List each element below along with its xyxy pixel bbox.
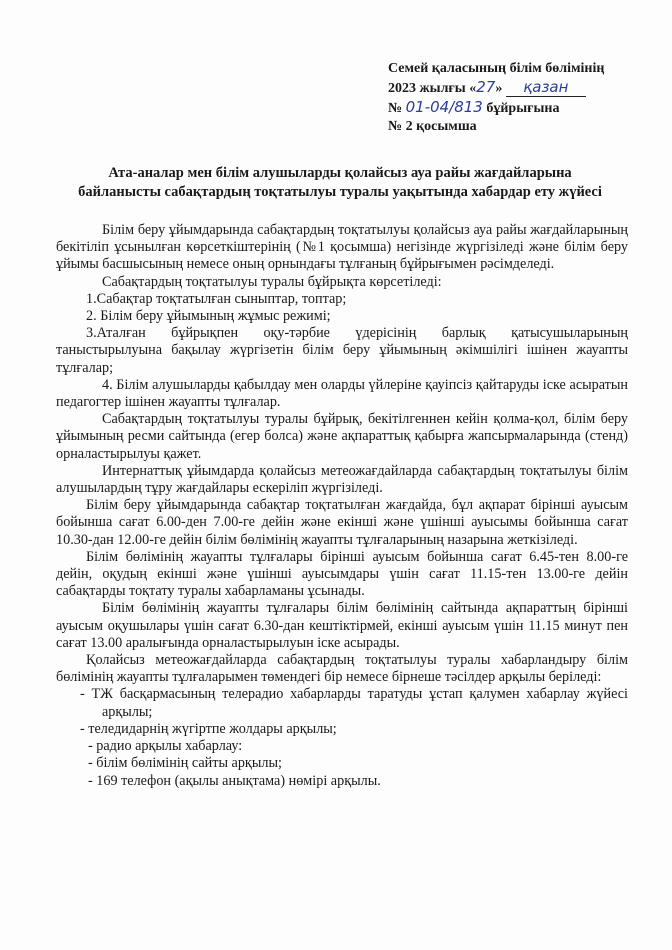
header-year: 2023 жылғы « (388, 81, 477, 96)
document-body (56, 222, 628, 790)
dash-item-2: - теледидарнің жүгіртпе жолдары арқылы; (80, 720, 337, 737)
dash-item-4: - білім бөлімінің сайты арқылы; (88, 755, 282, 772)
paragraph-6: Білім бөлімінің жауапты тұлғалары бірінші ауысым бойынша сағат 6.45-тен 8.00-ге дейін, оқудың екінші және үшінші ауысымдары үшін сағат 11.15-тен 13.00-ге дейін сабақтарды тоқтату туралы хабарламаны ұсынады. (56, 548, 628, 600)
title-line-1: Ата-аналар мен білім алушыларды қолайсыз ауа райы жағдайларына (108, 165, 572, 181)
dash-item-5: - 169 телефон (ақылы анықтама) нөмірі арқылы. (88, 772, 381, 789)
paragraph-2: Сабақтардың тоқтатылуы туралы бұйрықта көрсетіледі: (102, 273, 442, 290)
dash-item-3: - радио арқылы хабарлау: (88, 738, 243, 755)
header-line-1 (388, 60, 638, 78)
handwritten-order-number: 01-04/813 (405, 98, 483, 116)
numbered-item-4: 4. Білім алушыларды қабылдау мен оларды үйлеріне қауіпсіз қайтаруды іске асыратын педагогтер ішінен жауапты тұлғалар. (56, 376, 628, 411)
handwritten-day: 27 (476, 78, 496, 96)
paragraph-5: Білім беру ұйымдарында сабақтар тоқтатылған жағдайда, бұл ақпарат бірінші ауысым бойынша сағат 6.00-ден 7.00-ге дейін және екінші және үшінші ауысымы бойынша сағат 10.30-дан 12.00-ге дейін білім бөлімінің жауапты тұлғаларының назарына жеткізіледі. (56, 497, 628, 548)
handwritten-month: қазан (506, 78, 586, 97)
paragraph-1: Білім беру ұйымдарында сабақтардың тоқтатылуы қолайсыз ауа райы жағдайларының бекітіліп ұсынылған көрсеткіштерінің (№1 қосымша) негізінде жүргізіледі және білім беру ұйымы басшысының немесе оның орнындағы тұлғаның бұйрығымен рәсімделеді. (56, 222, 628, 273)
header-number-sign: № (388, 101, 403, 116)
header-appendix-number: № 2 қосымша (388, 119, 477, 134)
header-order-word: бұйрығына (486, 101, 560, 116)
header-quote-close: » (495, 81, 503, 96)
paragraph-7: Білім бөлімінің жауапты тұлғалары білім бөлімінің сайтында ақпараттың бірінші ауысым оқушылары үшін сағат 6.30-дан кештіктірмей, екінші ауысым үшін 11.15 минут пен сағат 13.00 аралығында орналастырылуын іске асырады. (56, 600, 628, 651)
header-line-2 (388, 78, 638, 98)
appendix-header (388, 60, 638, 136)
title-line-2: байланысты сабақтардың тоқтатылуы туралы уақытында хабардар ету жүйесі (78, 184, 602, 200)
header-line-3 (388, 98, 638, 118)
header-department: Семей қаласының білім бөлімінің (388, 61, 605, 76)
header-line-4 (388, 118, 638, 136)
numbered-item-2: 2. Білім беру ұйымының жұмыс режимі; (86, 308, 331, 325)
paragraph-3: Сабақтардың тоқтатылуы туралы бұйрық, бекітілгеннен кейін қолма-қол, білім беру ұйымының ресми сайтында (егер болса) және ақпараттық қабырға жапсырмаларында (стенд) орналастырылуы қажет. (56, 411, 628, 462)
numbered-item-1: 1.Сабақтар тоқтатылған сыныптар, топтар; (86, 290, 347, 307)
dash-item-1: - ТЖ басқармасының телерадио хабарларды таратуды ұстап қалумен хабарлау жүйесі арқылы; (80, 686, 628, 720)
paragraph-4: Интернаттық ұйымдарда қолайсыз метеожағдайларда сабақтардың тоқтатылуы білім алушылардың тұру жағдайлары ескеріліп жүргізіледі. (56, 462, 628, 497)
numbered-item-3: 3.Аталған бұйрықпен оқу-тәрбие үдерісінің барлық қатысушыларының таныстырылуына бақылау жүргізетін білім беру ұйымының әкімшілігі ішінен жауапты тұлғалар; (56, 325, 628, 376)
paragraph-8: Қолайсыз метеожағдайларда сабақтардың тоқтатылуы туралы хабарландыру білім бөлімінің жауапты тұлғаларымен төмендегі бір немесе бірнеше тәсілдер арқылы беріледі: (56, 652, 628, 686)
document-title (60, 164, 620, 202)
